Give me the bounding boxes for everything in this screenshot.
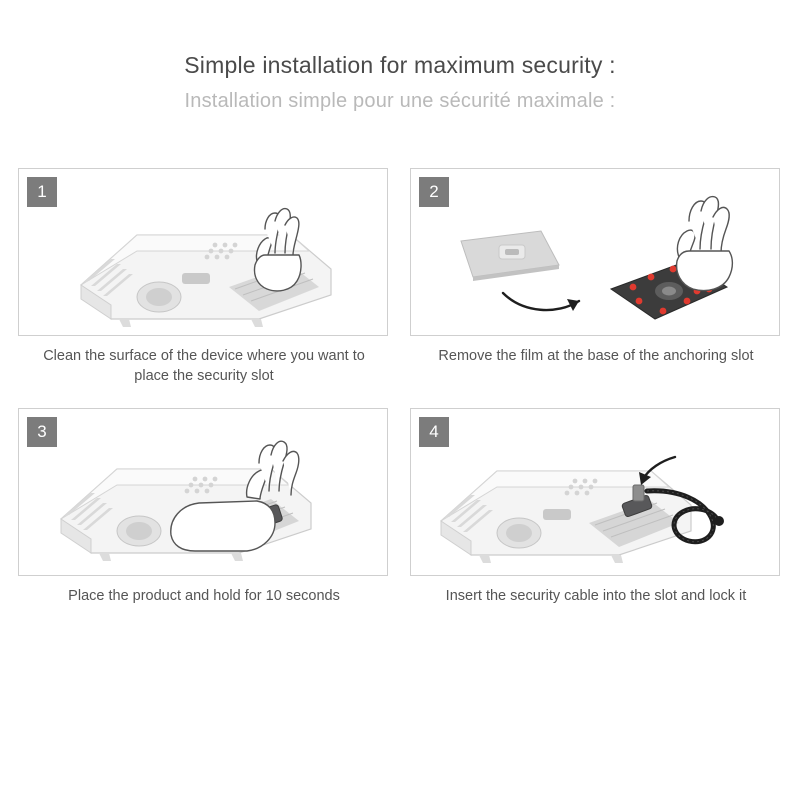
page-subtitle: Installation simple pour une sécurité maximale : [184,90,616,112]
step-3-illustration [19,409,387,575]
step-4-illustration [411,409,779,575]
step-4-number-badge: 4 [419,417,449,447]
step-2-illustration [411,169,779,335]
step-2-caption: Remove the film at the base of the anchoring slot [438,348,754,364]
step-2 [410,168,782,386]
step-3-caption: Place the product and hold for 10 seconds [68,588,340,605]
step-2-number-badge: 2 [419,177,449,207]
step-3 [18,408,390,607]
step-1-illustration [19,169,387,335]
page-title: Simple installation for maximum security : [184,52,616,78]
step-4-panel [410,408,780,576]
step-3-panel [18,408,388,576]
header [0,0,800,113]
step-2-panel [410,168,780,336]
step-1-number-badge: 1 [27,177,57,207]
step-1 [18,168,390,386]
step-4 [410,408,782,607]
step-3-number-badge: 3 [27,417,57,447]
steps-grid [18,168,782,607]
step-1-panel [18,168,388,336]
step-1-caption: Clean the surface of the device where you want to place the security slot [43,348,365,384]
step-4-caption: Insert the security cable into the slot and lock it [445,588,747,605]
